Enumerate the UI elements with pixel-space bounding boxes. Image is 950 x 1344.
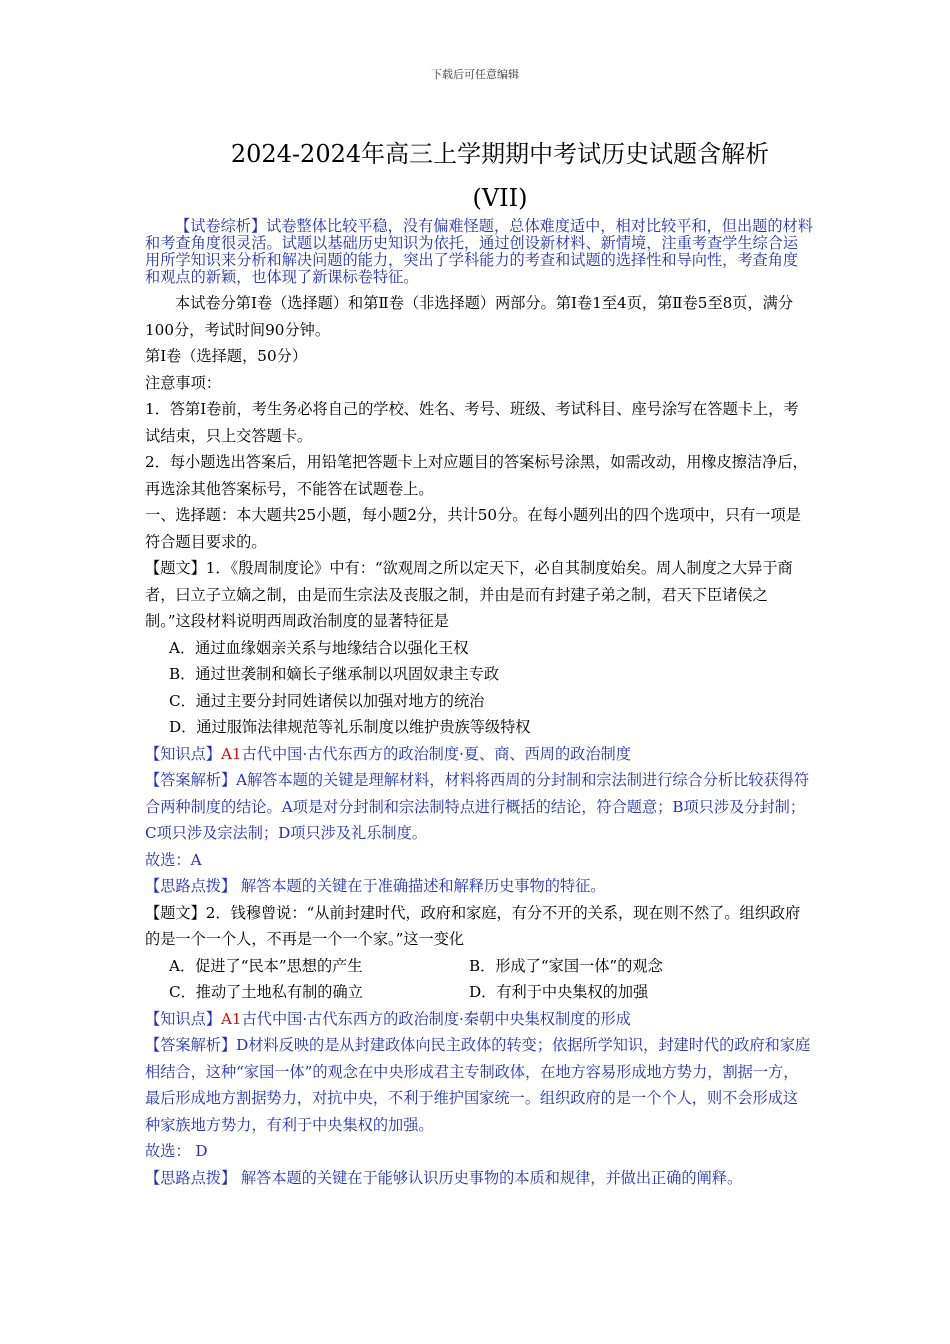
question-2-knowledge-point — [145, 1006, 813, 1033]
notice-item-1: 1．答第Ⅰ卷前，考生务必将自己的学校、姓名、考号、班级、考试科目、座号涂写在答题卡上，考试结束，只上交答题卡。 — [145, 400, 799, 445]
question-2-option-b: B．形成了“家国一体”的观念 — [469, 956, 663, 975]
kp-text: 古代中国·古代东西方的政治制度·夏、商、西周的政治制度 — [241, 744, 631, 763]
question-2-option-d: D．有利于中央集权的加强 — [469, 983, 649, 1001]
kp-code: A1 — [220, 1009, 242, 1028]
question-1-choice: 故选：A — [145, 850, 202, 869]
tip-text: 解答本题的关键在于准确描述和解释历史事物的特征。 — [236, 877, 606, 895]
summary-text: 试卷整体比较平稳，没有偏难怪题，总体难度适中，相对比较平和，但出题的材料和考查角度很灵活。试题以基础历史知识为依托，通过创设新材料、新情境，注重考查学生综合运用所学知识来分析和解决问题的能力，突出了学科能力的考查和试题的选择性和导向性，考查角度和观点的新颖，也体现了新课标卷特征。 — [145, 217, 813, 286]
page-title: 2024-2024年高三上学期期中考试历史试题含解析 — [230, 140, 770, 168]
answer-text: D材料反映的是从封建政体向民主政体的转变；依据所学知识，封建时代的政府和家庭相结合，这种“家国一体”的观念在中央形成君主专制政体，在地方容易形成地方势力，割据一方，最后形成地方割据势力，对抗中央，不利于维护国家统一。组织政府的是一个个人，则不会形成这种家族地方势力，有利于中央集权的加强。 — [145, 1036, 811, 1134]
question-2-option-a: A．促进了“民本”思想的产生 — [169, 956, 363, 975]
question-1-option-d: D．通过服饰法律规范等礼乐制度以维护贵族等级特权 — [169, 718, 531, 736]
question-2-choice: 故选： D — [145, 1142, 208, 1160]
page-header-note: 下载后可任意编辑 — [431, 68, 519, 81]
answer-label: 【答案解析】 — [145, 1036, 237, 1054]
question-2-stem: 【题文】2．钱穆曾说：“从前封建时代，政府和家庭，有分不开的关系，现在则不然了。组织政府的是一个一个人，不再是一个一个家。”这一变化 — [145, 903, 801, 948]
kp-label: 【知识点】 — [145, 744, 221, 763]
question-2-answer-analysis — [145, 1032, 813, 1138]
tip-text: 解答本题的关键在于能够认识历史事物的本质和规律，并做出正确的阐释。 — [236, 1168, 743, 1187]
kp-text: 古代中国·古代东西方的政治制度·秦朝中央集权制度的形成 — [241, 1009, 631, 1028]
tip-label: 【思路点拨】 — [145, 877, 237, 895]
question-2-options-row-2 — [145, 979, 813, 1006]
page-subtitle: (VII) — [472, 184, 528, 212]
kp-label: 【知识点】 — [145, 1009, 221, 1028]
notice-item-2: 2．每小题选出答案后，用铅笔把答题卡上对应题目的答案标号涂黑，如需改动，用橡皮擦洁净后，再选涂其他答案标号，不能答在试题卷上。 — [145, 453, 808, 498]
part-heading: 一、选择题：本大题共25小题，每小题2分，共计50分。在每小题列出的四个选项中，只有一项是符合题目要求的。 — [145, 506, 801, 551]
question-1-tip — [145, 873, 813, 900]
notice-title: 注意事项： — [145, 373, 221, 392]
question-2-option-c: C．推动了土地私有制的确立 — [169, 983, 363, 1001]
question-1-knowledge-point — [145, 741, 813, 768]
tip-label: 【思路点拨】 — [145, 1168, 237, 1187]
section-heading: 第Ⅰ卷（选择题，50分） — [145, 347, 308, 365]
question-1-option-c: C．通过主要分封同姓诸侯以加强对地方的统治 — [169, 691, 485, 710]
question-1-answer-analysis — [145, 767, 813, 847]
question-2-options-row-1 — [145, 953, 813, 980]
question-2-tip — [145, 1165, 813, 1192]
question-1-option-a: A．通过血缘姻亲关系与地缘结合以强化王权 — [169, 638, 469, 657]
paper-summary — [145, 218, 813, 286]
intro-paragraph: 本试卷分第Ⅰ卷（选择题）和第Ⅱ卷（非选择题）两部分。第Ⅰ卷1至4页，第Ⅱ卷5至8页，满分100分，考试时间90分钟。 — [145, 294, 794, 339]
answer-label: 【答案解析】 — [145, 771, 237, 789]
document-body — [145, 218, 813, 1191]
answer-text: A解答本题的关键是理解材料，材料将西周的分封制和宗法制进行综合分析比较获得符合两种制度的结论。A项是对分封制和宗法制特点进行概括的结论，符合题意；B项只涉及分封制；C项只涉及宗法制；D项只涉及礼乐制度。 — [145, 771, 810, 842]
question-1-option-b: B．通过世袭制和嫡长子继承制以巩固奴隶主专政 — [169, 665, 500, 683]
summary-label: 【试卷综析】 — [175, 217, 267, 235]
kp-code: A1 — [220, 744, 242, 763]
question-1-stem: 【题文】1．《殷周制度论》中有：“欲观周之所以定天下，必自其制度始矣。周人制度之大异于商者，曰立子立嫡之制，由是而生宗法及丧服之制，并由是而有封建子弟之制，君天下臣诸侯之制。”这段材料说明西周政治制度的显著特征是 — [145, 559, 793, 630]
